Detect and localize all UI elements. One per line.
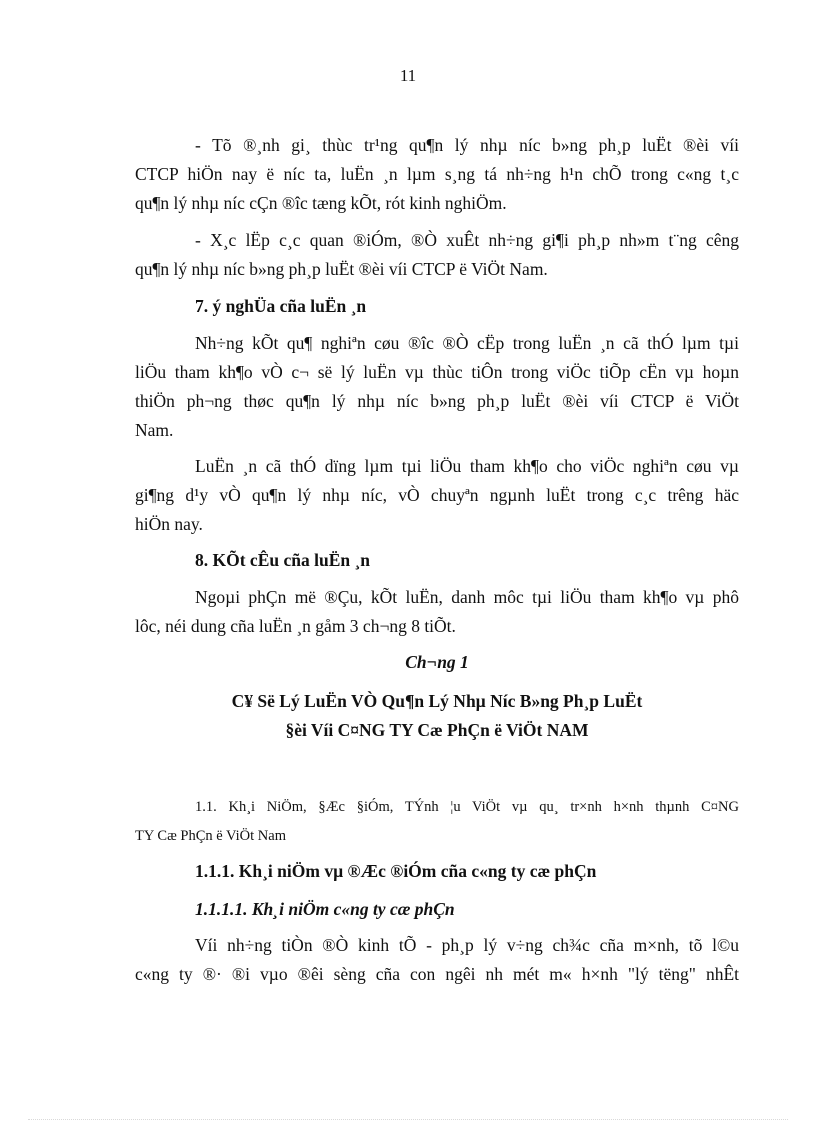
subsection-heading-1-1-cont: TY Cæ PhÇn ë ViÖt Nam: [135, 828, 286, 844]
subsection-heading-1-1-1: 1.1.1. Kh¸i niÖm vµ ®Æc ®iÓm cña c«ng ty cæ phÇn: [195, 861, 597, 881]
body-line: Víi nh÷ng tiÒn ®Ò kinh tÕ - ph¸p lý v÷ng ch¾c cña m×nh, tõ l©u: [195, 935, 739, 955]
body-line: thiÖn ph¬ng thøc qu¶n lý nhµ níc b»ng ph¸p luËt ®èi víi CTCP ë ViÖt: [135, 391, 739, 411]
subsection-heading-1-1-1-1: 1.1.1.1. Kh¸i niÖm c«ng ty cæ phÇn: [195, 899, 455, 919]
section-heading-8: 8. KÕt cÊu cña luËn ¸n: [195, 550, 371, 570]
chapter-title-line-2: §èi Víi C¤NG TY Cæ PhÇn ë ViÖt NAM: [285, 720, 589, 740]
body-line: Nam.: [135, 420, 174, 440]
body-line: liÖu tham kh¶o vÒ c¬ së lý luËn vµ thùc tiÔn trong viÖc tiÕp cËn vµ hoµn: [135, 362, 739, 382]
body-line: qu¶n lý nhµ níc b»ng ph¸p luËt ®èi víi CTCP ë ViÖt Nam.: [135, 259, 548, 279]
body-line: - Tõ ®¸nh gi¸ thùc tr¹ng qu¶n lý nhµ níc b»ng ph¸p luËt ®èi víi: [195, 135, 739, 155]
body-line: Nh÷ng kÕt qu¶ nghiªn cøu ®îc ®Ò cËp trong luËn ¸n cã thÓ lµm tµi: [195, 333, 739, 353]
page-bottom-divider: [28, 1119, 788, 1120]
chapter-title-line-1: C¥ Së Lý LuËn VÒ Qu¶n Lý Nhµ Níc B»ng Ph¸p LuËt: [231, 691, 643, 711]
body-line: lôc, néi dung cña luËn ¸n gåm 3 ch¬ng 8 tiÕt.: [135, 616, 456, 636]
body-line: qu¶n lý nhµ níc cÇn ®îc tæng kÕt, rót kinh nghiÖm.: [135, 193, 507, 213]
body-line: c«ng ty ®· ®i vµo ®êi sèng cña con ngêi nh mét m« h×nh "lý tëng" nhÊt: [135, 964, 739, 984]
subsection-heading-1-1: 1.1. Kh¸i NiÖm, §Æc §iÓm, TÝnh ¦u ViÖt vµ qu¸ tr×nh h×nh thµnh C¤NG: [195, 799, 739, 815]
body-line: CTCP hiÖn nay ë níc ta, luËn ¸n lµm s¸ng tá nh÷ng h¹n chÕ trong c«ng t¸c: [135, 164, 739, 184]
body-line: - X¸c lËp c¸c quan ®iÓm, ®Ò xuÊt nh÷ng gi¶i ph¸p nh»m t¨ng cêng: [195, 230, 739, 250]
body-line: LuËn ¸n cã thÓ dïng lµm tµi liÖu tham kh¶o cho viÖc nghiªn cøu vµ: [195, 456, 739, 476]
body-line: gi¶ng d¹y vÒ qu¶n lý nhµ níc, vÒ chuyªn ngµnh luËt trong c¸c trêng häc: [135, 485, 739, 505]
chapter-label: Ch¬ng 1: [405, 652, 469, 672]
page-number: 11: [399, 66, 417, 85]
body-line: hiÖn nay.: [135, 514, 203, 534]
section-heading-7: 7. ý nghÜa cña luËn ¸n: [195, 296, 367, 316]
body-line: Ngoµi phÇn më ®Çu, kÕt luËn, danh môc tµi liÖu tham kh¶o vµ phô: [195, 587, 739, 607]
